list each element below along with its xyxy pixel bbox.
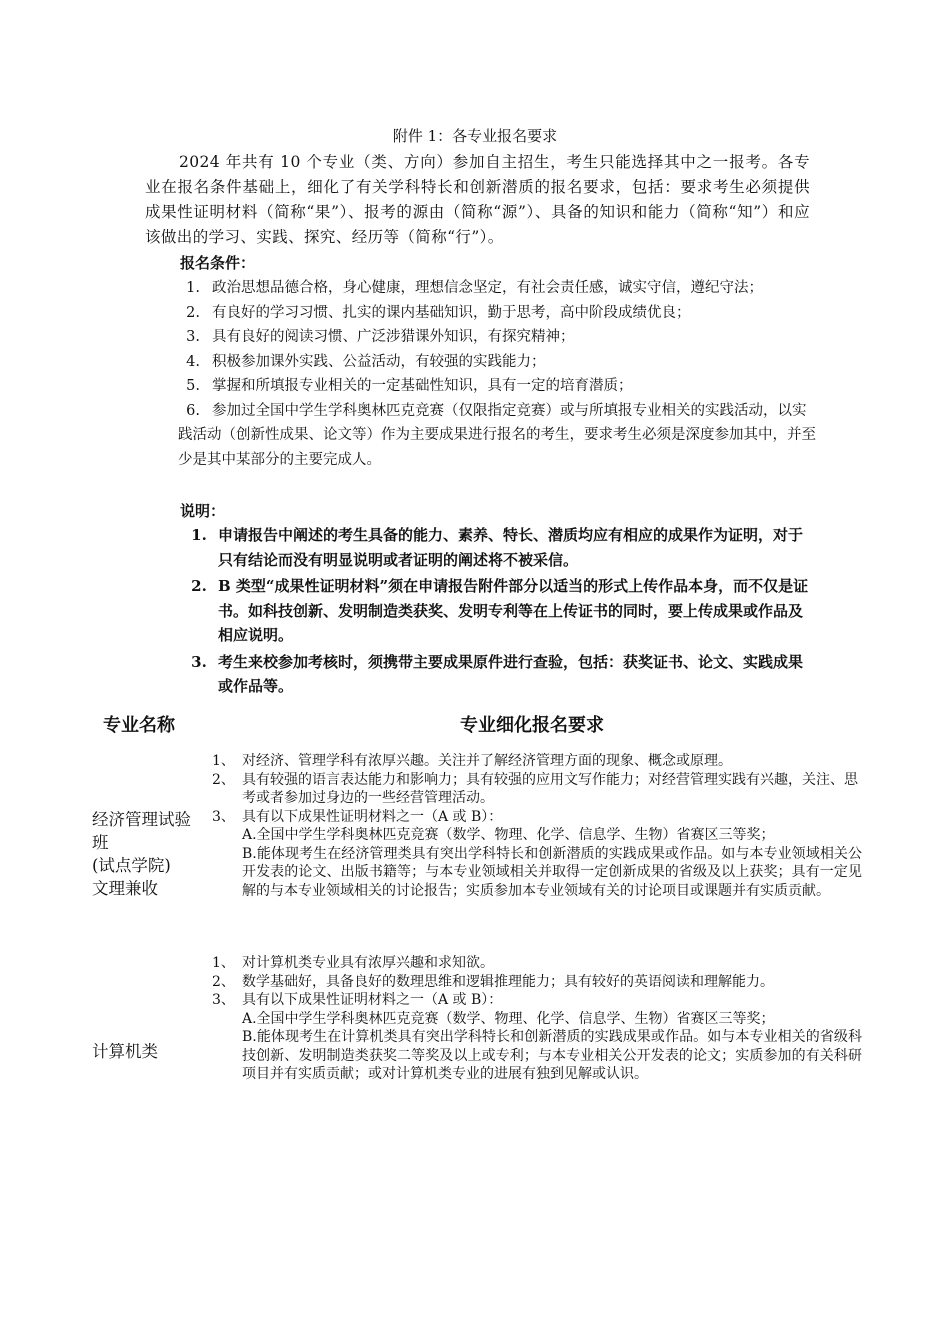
note-item: 1. 申请报告中阐述的考生具备的能力、素养、特长、潜质均应有相应的成果作为证明，对于只有结论而没有明显说明或者证明的阐述将不被采信。 <box>191 526 804 569</box>
condition-item: 6. 参加过全国中学生学科奥林匹克竞赛（仅限指定竞赛）或与所填报专业相关的实践活动，以实践活动（创新性成果、论文等）作为主要成果进行报名的考生，要求考生必须是深度参加其中，并至少是其中某部分的主要完成人。 <box>178 402 816 468</box>
requirement-item: 1、 对经济、管理学科有浓厚兴趣。关注并了解经济管理方面的现象、概念或原理。 <box>212 753 732 769</box>
condition-item: 5. 掌握和所填报专业相关的一定基础性知识，具有一定的培育潜质； <box>186 378 633 394</box>
requirement-item: 2、 数学基础好，具备良好的数理思维和逻辑推理能力；具有较好的英语阅读和理解能力。 <box>212 973 774 990</box>
major-name-computer: 计算机类 <box>92 1042 158 1061</box>
note-item: 3. 考生来校参加考核时，须携带主要成果原件进行查验，包括：获奖证书、论文、实践成果或作品等。 <box>191 652 804 695</box>
notes-list <box>180 523 810 701</box>
requirement-item: 3、 具有以下成果性证明材料之一（A 或 B）： <box>212 808 503 825</box>
requirement-item: 1、 对计算机类专业具有浓厚兴趣和求知欲。 <box>212 955 494 971</box>
note-item: 2. B 类型“成果性证明材料”须在申请报告附件部分以适当的形式上传作品本身，而不仅是证书。如科技创新、发明制造类获奖、发明专利等在上传证书的同时，要上传成果或作品及相应说明。 <box>191 577 809 644</box>
conditions-list <box>178 276 818 472</box>
table-header-major: 专业名称 <box>103 715 175 736</box>
notes-heading: 说明： <box>180 502 226 520</box>
condition-item: 4. 积极参加课外实践、公益活动，有较强的实践能力； <box>186 353 546 370</box>
requirement-sub-item: B.能体现考生在经济管理类具有突出学科特长和创新潜质的实践成果或作品。如与本专业领域相关公开发表的论文、出版书籍等；与本专业领域相关并取得一定创新成果的省级及以上获奖；具有一定见解的与本专业领域相关的讨论报告；实质参加本专业领域有关的讨论项目或课题并有实质贡献。 <box>242 845 862 899</box>
requirement-item: 2、 具有较强的语言表达能力和影响力；具有较强的应用文写作能力；对经营管理实践有兴趣，关注、思考或者参加过身边的一些经营管理活动。 <box>212 771 858 806</box>
requirement-item: 3、 具有以下成果性证明材料之一（A 或 B）： <box>212 992 503 1008</box>
requirement-sub-item: A.全国中学生学科奥林匹克竞赛（数学、物理、化学、信息学、生物）省赛区三等奖； <box>242 827 775 843</box>
condition-item: 2. 有良好的学习习惯、扎实的课内基础知识，勤于思考，高中阶段成绩优良； <box>186 304 691 321</box>
table-header-requirements: 专业细化报名要求 <box>460 715 604 736</box>
page-title: 附件 1：各专业报名要求 <box>392 127 558 145</box>
major-name-economics: 经济管理试验班 (试点学院) 文理兼收 <box>92 810 191 898</box>
conditions-heading: 报名条件： <box>180 254 256 272</box>
requirements-computer <box>212 954 862 1084</box>
condition-item: 3. 具有良好的阅读习惯、广泛涉猎课外知识，有探究精神； <box>186 329 575 345</box>
condition-item: 1. 政治思想品德合格，身心健康，理想信念坚定，有社会责任感，诚实守信，遵纪守法； <box>186 280 763 296</box>
requirement-sub-item: A.全国中学生学科奥林匹克竞赛（数学、物理、化学、信息学、生物）省赛区三等奖； <box>242 1010 775 1027</box>
requirements-economics <box>212 752 862 900</box>
requirement-sub-item: B.能体现考生在计算机类具有突出学科特长和创新潜质的实践成果或作品。如与本专业相关的省级科技创新、发明制造类获奖二等奖及以上或专利；与本专业相关公开发表的论文；实质参加的有关科研项目并有实质贡献；或对计算机类专业的进展有独到见解或认识。 <box>242 1029 862 1082</box>
intro-paragraph: 2024 年共有 10 个专业（类、方向）参加自主招生，考生只能选择其中之一报考。各专业在报名条件基础上，细化了有关学科特长和创新潜质的报名要求，包括：要求考生必须提供成果性证明材料（简称“果”）、报考的源由（简称“源”）、具备的知识和能力（简称“知”）和应该做出的学习、实践、探究、经历等（简称“行”）。 <box>145 153 810 246</box>
